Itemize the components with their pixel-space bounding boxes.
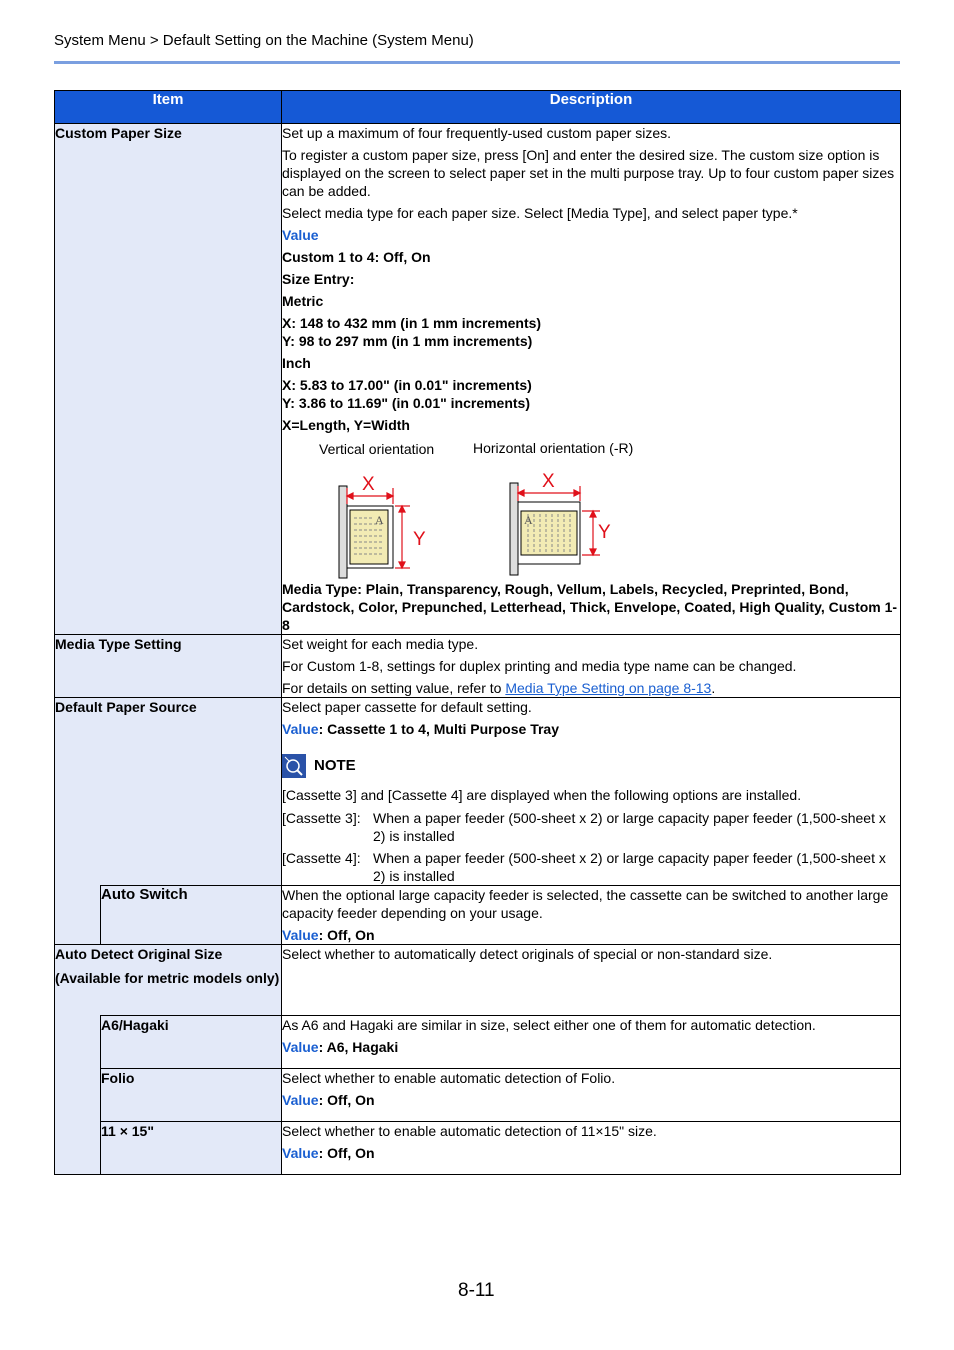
note-icon: [282, 754, 306, 778]
media-type-list: Media Type: Plain, Transparency, Rough, Vellum, Labels, Recycled, Preprinted, Bond, Cardstock, Color, Prepunched, Letterhead, Thick, Envelope, Coated, High Quality, Custom 1-8: [282, 581, 898, 633]
orientation-figure: [282, 438, 900, 580]
table-row: [55, 1069, 901, 1122]
paper-letter-icon: A: [375, 513, 384, 527]
item-custom-paper-size: Custom Paper Size: [55, 124, 282, 635]
text: Select whether to enable automatic detection of 11×15" size.: [282, 1123, 657, 1139]
cassette-3-label: [Cassette 3]:: [282, 810, 361, 826]
cassette-3-note: [282, 809, 900, 845]
cassette-4-label: [Cassette 4]:: [282, 850, 361, 866]
table-row: [55, 635, 901, 698]
text: Select media type for each paper size. Select [Media Type], and select paper type.*: [282, 205, 798, 221]
text: Set up a maximum of four frequently-used custom paper sizes.: [282, 125, 672, 141]
value-text: Y: 98 to 297 mm (in 1 mm increments): [282, 333, 533, 349]
text: Set weight for each media type.: [282, 636, 479, 652]
desc-a6-hagaki: [282, 1016, 901, 1069]
value-text: Y: 3.86 to 11.69" (in 0.01" increments): [282, 395, 531, 411]
column-header-item: Item: [55, 91, 282, 124]
text: As A6 and Hagaki are similar in size, select either one of them for automatic detection.: [282, 1017, 816, 1033]
table-row: [55, 1122, 901, 1175]
item-auto-detect-original-size: [55, 945, 282, 1016]
dimension-x-label: X: [362, 474, 375, 495]
value-text: : Off, On: [318, 1145, 375, 1161]
orientation-diagram: [282, 438, 882, 580]
item-auto-switch: Auto Switch: [101, 886, 282, 945]
desc-auto-switch: [282, 886, 901, 945]
text: For Custom 1-8, settings for duplex printing and media type name can be changed.: [282, 658, 797, 674]
value-label: Value: [282, 1145, 319, 1161]
indent-cell: [55, 886, 101, 945]
item-11x15: 11 × 15": [101, 1122, 282, 1175]
value-text: Custom 1 to 4: Off, On: [282, 249, 431, 265]
text: Select whether to enable automatic detection of Folio.: [282, 1070, 616, 1086]
value-line: [282, 1144, 900, 1162]
value-line: [282, 1038, 900, 1056]
text: Select paper cassette for default setting.: [282, 699, 532, 715]
desc-auto-detect: [282, 945, 901, 1016]
table-row: [55, 698, 901, 886]
horizontal-paper-illustration: [510, 471, 611, 575]
horizontal-orientation-label: Horizontal orientation (-R): [473, 440, 634, 456]
media-type-setting-link[interactable]: Media Type Setting on page 8-13: [505, 680, 712, 696]
text: Select whether to automatically detect originals of special or non-standard size.: [282, 946, 773, 962]
desc-11x15: [282, 1122, 901, 1175]
item-media-type-setting: Media Type Setting: [55, 635, 282, 698]
desc-media-type-setting: [282, 635, 901, 698]
vertical-orientation-label: Vertical orientation: [319, 441, 435, 457]
note-text: [Cassette 3] and [Cassette 4] are displayed when the following options are installed.: [282, 787, 802, 803]
vertical-paper-illustration: [339, 474, 426, 578]
value-label: Value: [282, 721, 319, 737]
item-subtitle: (Available for metric models only): [55, 970, 280, 986]
value-text: X: 148 to 432 mm (in 1 mm increments): [282, 315, 542, 331]
text: [282, 679, 900, 697]
value-text: X: 5.83 to 17.00" (in 0.01" increments): [282, 377, 532, 393]
desc-folio: [282, 1069, 901, 1122]
table-header-row: [55, 91, 901, 124]
breadcrumb: System Menu > Default Setting on the Machine (System Menu): [54, 32, 474, 49]
value-text: : A6, Hagaki: [318, 1039, 399, 1055]
settings-table: [54, 90, 901, 1175]
item-a6-hagaki: A6/Hagaki: [101, 1016, 282, 1069]
value-text: X=Length, Y=Width: [282, 417, 410, 433]
text: To register a custom paper size, press [On] and enter the desired size. The custom size option is displayed on the screen to select paper set in the multi purpose tray. Up to four custom paper sizes can be added.: [282, 147, 895, 199]
page-number: 8-11: [458, 1280, 495, 1301]
value-line: [282, 720, 900, 738]
dimension-x-label: X: [542, 471, 555, 492]
item-title: Auto Detect Original Size: [55, 946, 223, 962]
value-label: Value: [282, 227, 319, 243]
cassette-4-note: [282, 849, 900, 885]
value-line: [282, 1091, 900, 1109]
table-row: [55, 945, 901, 1016]
value-text: Metric: [282, 293, 324, 309]
table-row: [55, 886, 901, 945]
value-line: [282, 926, 900, 944]
value-text: Size Entry:: [282, 271, 355, 287]
text: When the optional large capacity feeder is selected, the cassette can be switched to another large capacity feeder depending on your usage.: [282, 887, 889, 921]
value-text: : Off, On: [318, 1092, 375, 1108]
value-text: : Cassette 1 to 4, Multi Purpose Tray: [318, 721, 559, 737]
paper-letter-icon: A: [524, 513, 533, 527]
value-text: : Off, On: [318, 927, 375, 943]
value-label: Value: [282, 927, 319, 943]
item-folio: Folio: [101, 1069, 282, 1122]
text-span: For details on setting value, refer to: [282, 680, 506, 696]
item-default-paper-source: Default Paper Source: [55, 698, 282, 886]
desc-custom-paper-size: [282, 124, 901, 635]
indent-cell: [55, 1016, 101, 1175]
desc-default-paper-source: [282, 698, 901, 886]
text-span: .: [711, 680, 716, 696]
cassette-4-text: When a paper feeder (500-sheet x 2) or large capacity paper feeder (1,500-sheet x 2) is installed: [373, 850, 886, 884]
column-header-description: Description: [282, 91, 901, 124]
value-label: Value: [282, 1039, 319, 1055]
value-text: Inch: [282, 355, 311, 371]
note-title: NOTE: [314, 757, 356, 774]
value-label: Value: [282, 1092, 319, 1108]
dimension-y-label: Y: [598, 522, 611, 543]
table-row: [55, 1016, 901, 1069]
table-row: [55, 124, 901, 635]
header-rule: [54, 61, 900, 64]
note-heading: [282, 754, 900, 778]
cassette-3-text: When a paper feeder (500-sheet x 2) or large capacity paper feeder (1,500-sheet x 2) is installed: [373, 810, 886, 844]
dimension-y-label: Y: [413, 529, 426, 550]
